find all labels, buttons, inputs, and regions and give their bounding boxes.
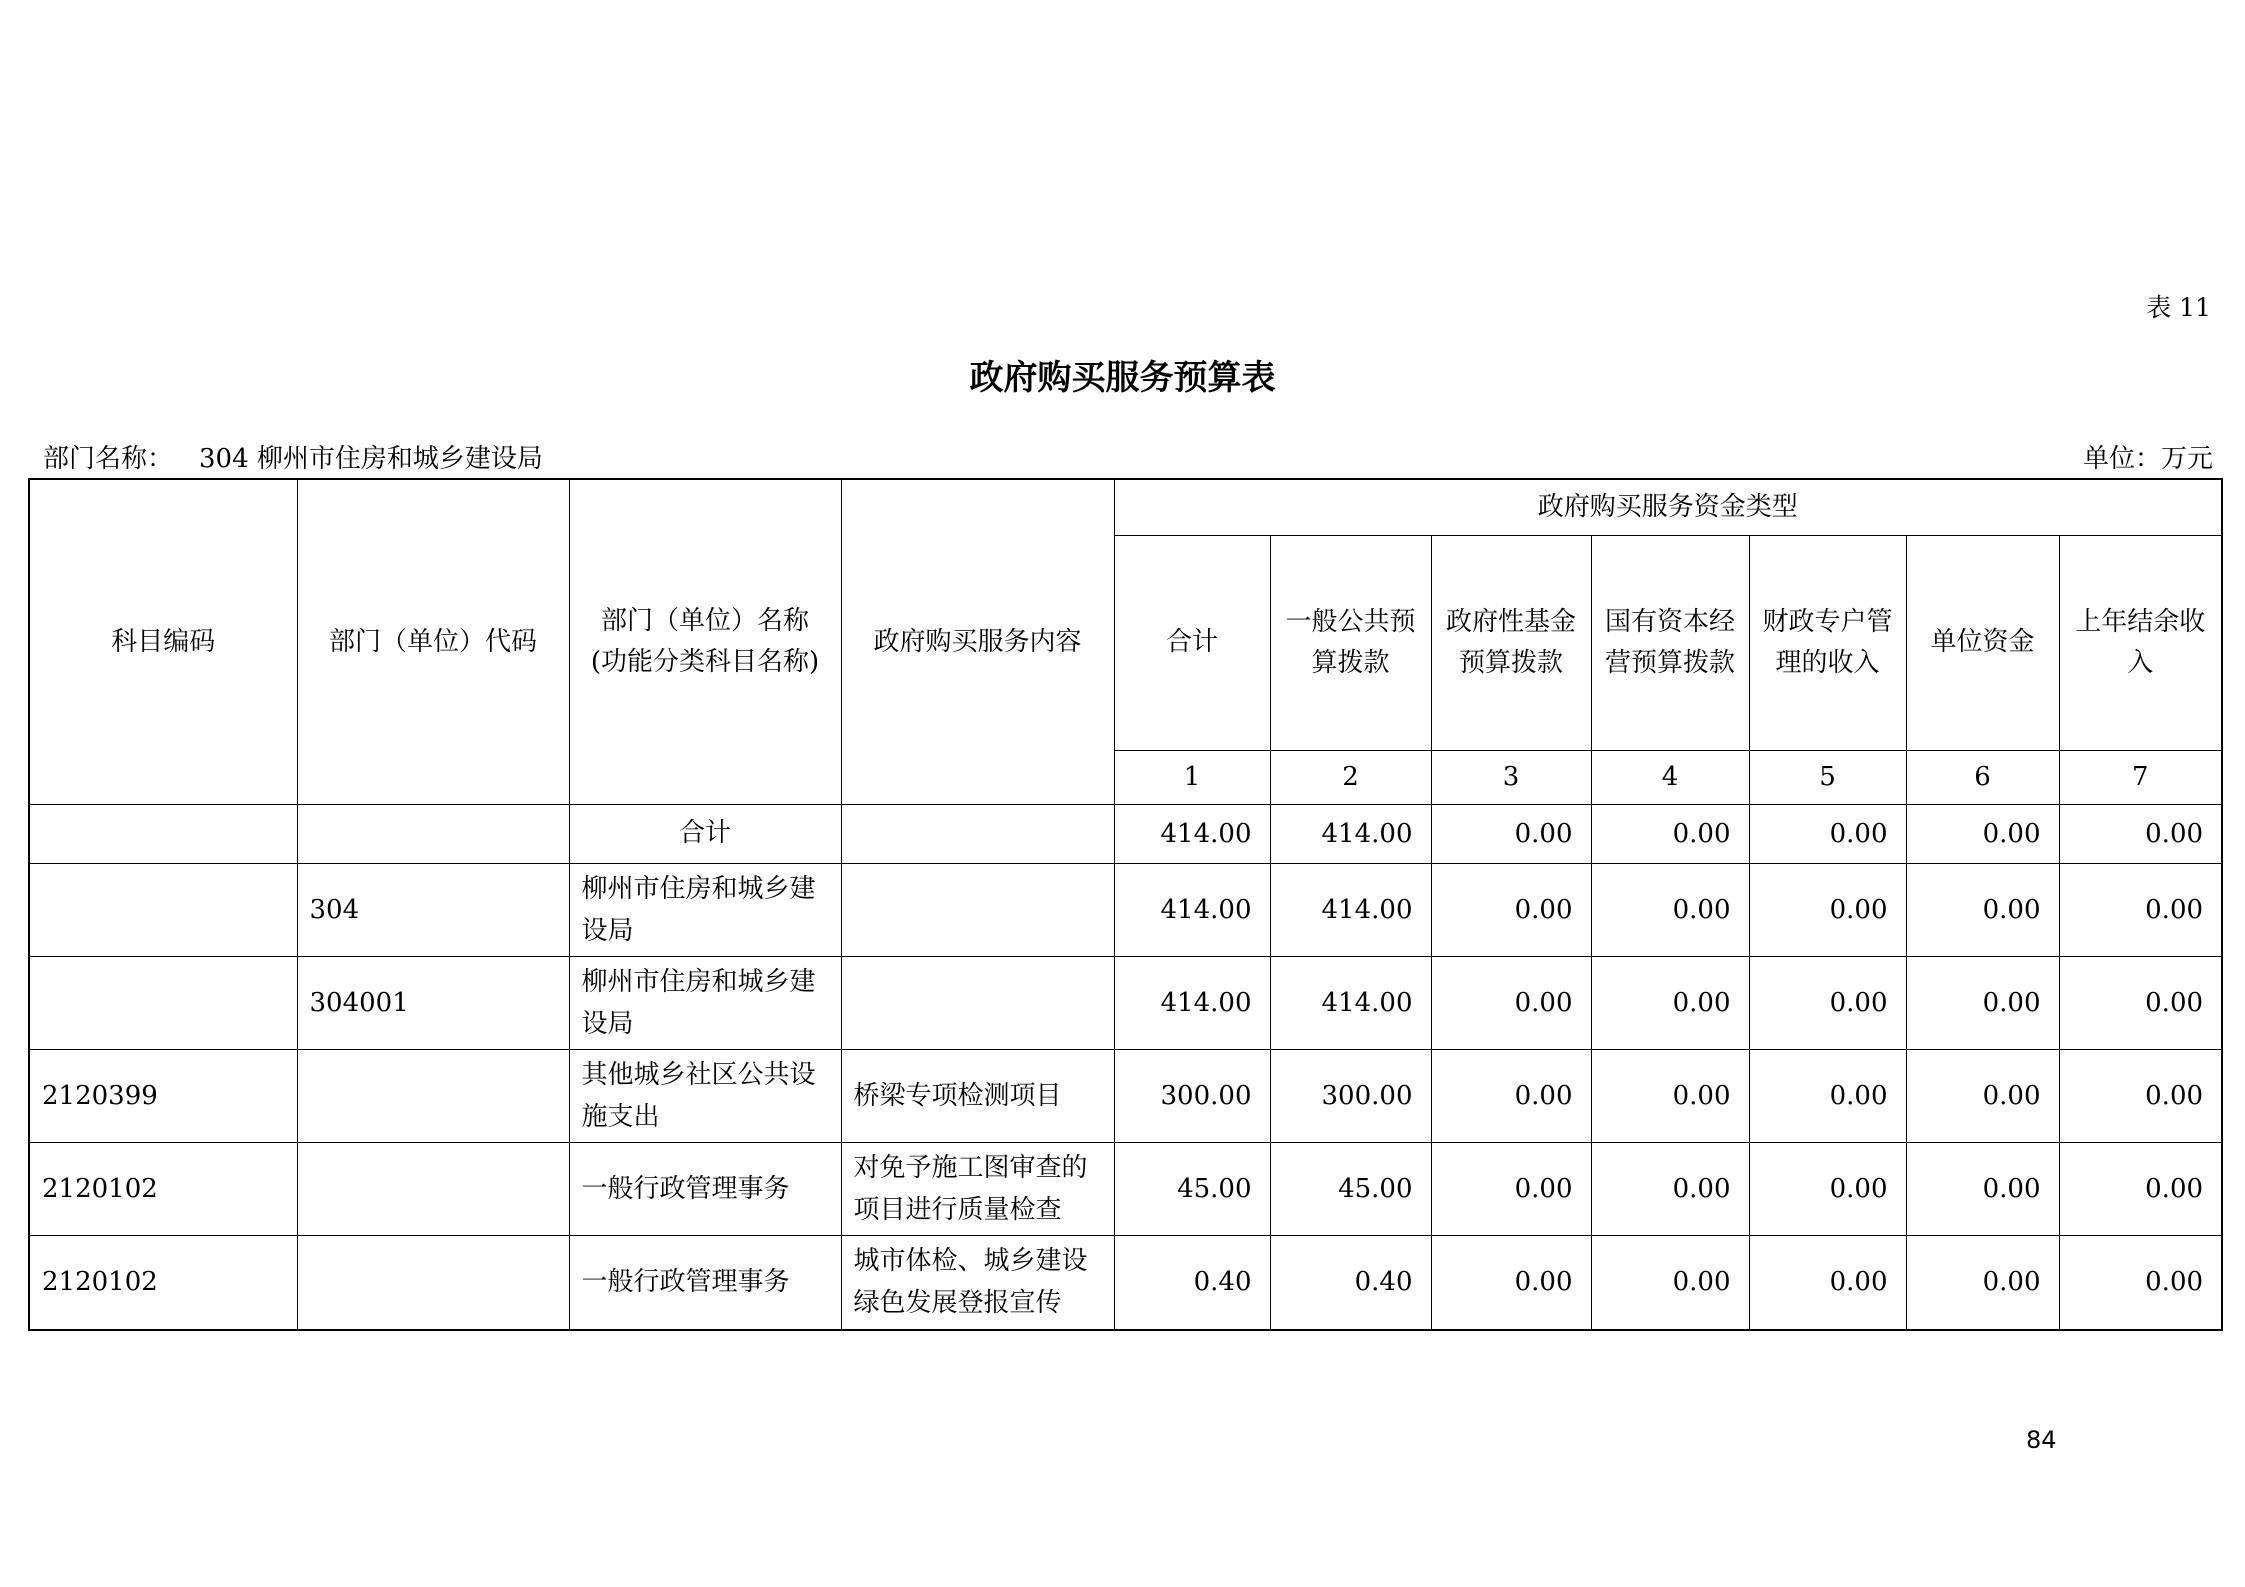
value-cell-unit-funds: 0.00 [1906,1143,2059,1236]
header-dept-name-line2: (功能分类科目名称) [590,646,820,677]
header-dept-code: 部门（单位）代码 [297,479,569,804]
value-cell-unit-funds: 0.00 [1906,804,2059,863]
department-name-line [43,438,543,475]
header-fund-state-capital: 国有资本经营预算拨款 [1591,535,1749,750]
column-number: 3 [1431,750,1591,804]
value-cell-general-public: 0.40 [1270,1236,1431,1330]
subject-code-cell [29,956,297,1049]
page-number: 84 [2026,1426,2057,1454]
table-row [29,1236,2222,1330]
value-cell-fiscal-account: 0.00 [1749,1236,1906,1330]
value-cell-unit-funds: 0.00 [1906,956,2059,1049]
header-fund-type-group: 政府购买服务资金类型 [1114,479,2222,535]
table-row [29,1143,2222,1236]
dept-code-cell [297,1236,569,1330]
value-cell-state-capital: 0.00 [1591,1049,1749,1142]
value-cell-unit-funds: 0.00 [1906,863,2059,956]
header-dept-name-line1: 部门（单位）名称 [600,606,809,637]
column-number: 6 [1906,750,2059,804]
value-cell-fiscal-account: 0.00 [1749,804,1906,863]
value-cell-prior-year-balance: 0.00 [2059,1049,2222,1142]
value-cell-state-capital: 0.00 [1591,804,1749,863]
service-content-cell [841,804,1114,863]
header-fund-fiscal-account: 财政专户管理的收入 [1749,535,1906,750]
service-content-cell [841,956,1114,1049]
header-service-content: 政府购买服务内容 [841,479,1114,804]
dept-code-cell [297,1143,569,1236]
page-title: 政府购买服务预算表 [969,358,1276,398]
value-cell-gov-fund: 0.00 [1431,1049,1591,1142]
value-cell-general-public: 414.00 [1270,804,1431,863]
value-cell-unit-funds: 0.00 [1906,1049,2059,1142]
value-cell-total: 414.00 [1114,863,1270,956]
value-cell-fiscal-account: 0.00 [1749,1049,1906,1142]
value-cell-total: 300.00 [1114,1049,1270,1142]
dept-name-cell: 柳州市住房和城乡建设局 [569,863,841,956]
subject-code-cell: 2120102 [29,1236,297,1330]
value-cell-prior-year-balance: 0.00 [2059,1236,2222,1330]
dept-name-cell: 一般行政管理事务 [569,1143,841,1236]
value-cell-prior-year-balance: 0.00 [2059,804,2222,863]
value-cell-total: 414.00 [1114,804,1270,863]
dept-name-cell: 其他城乡社区公共设施支出 [569,1049,841,1142]
service-content-cell: 桥梁专项检测项目 [841,1049,1114,1142]
header-fund-gov-fund: 政府性基金预算拨款 [1431,535,1591,750]
service-content-cell: 对免予施工图审查的项目进行质量检查 [841,1143,1114,1236]
table-row [29,1049,2222,1142]
value-cell-prior-year-balance: 0.00 [2059,863,2222,956]
value-cell-general-public: 45.00 [1270,1143,1431,1236]
header-fund-general-public: 一般公共预算拨款 [1270,535,1431,750]
value-cell-general-public: 414.00 [1270,863,1431,956]
value-cell-prior-year-balance: 0.00 [2059,1143,2222,1236]
department-name-label: 部门名称： [43,444,174,474]
value-cell-state-capital: 0.00 [1591,1143,1749,1236]
value-cell-fiscal-account: 0.00 [1749,956,1906,1049]
value-cell-gov-fund: 0.00 [1431,956,1591,1049]
value-cell-prior-year-balance: 0.00 [2059,956,2222,1049]
dept-code-cell: 304001 [297,956,569,1049]
value-cell-state-capital: 0.00 [1591,1236,1749,1330]
service-content-cell [841,863,1114,956]
dept-name-cell: 合计 [569,804,841,863]
dept-code-cell [297,1049,569,1142]
value-cell-general-public: 300.00 [1270,1049,1431,1142]
column-number: 2 [1270,750,1431,804]
value-cell-gov-fund: 0.00 [1431,804,1591,863]
column-number: 4 [1591,750,1749,804]
subject-code-cell: 2120102 [29,1143,297,1236]
budget-table [28,478,2223,1331]
dept-name-cell: 柳州市住房和城乡建设局 [569,956,841,1049]
header-fund-unit-funds: 单位资金 [1906,535,2059,750]
column-number: 1 [1114,750,1270,804]
value-cell-total: 414.00 [1114,956,1270,1049]
header-fund-total: 合计 [1114,535,1270,750]
value-cell-gov-fund: 0.00 [1431,863,1591,956]
subject-code-cell [29,863,297,956]
dept-name-cell: 一般行政管理事务 [569,1236,841,1330]
table-row [29,956,2222,1049]
value-cell-gov-fund: 0.00 [1431,1143,1591,1236]
value-cell-fiscal-account: 0.00 [1749,1143,1906,1236]
value-cell-general-public: 414.00 [1270,956,1431,1049]
value-cell-unit-funds: 0.00 [1906,1236,2059,1330]
value-cell-gov-fund: 0.00 [1431,1236,1591,1330]
value-cell-total: 45.00 [1114,1143,1270,1236]
subject-code-cell: 2120399 [29,1049,297,1142]
unit-label: 单位：万元 [2082,444,2213,474]
meta-line [43,438,2213,475]
subject-code-cell [29,804,297,863]
header-group-row [29,479,2222,535]
value-cell-fiscal-account: 0.00 [1749,863,1906,956]
column-number: 5 [1749,750,1906,804]
department-name-value: 304 柳州市住房和城乡建设局 [199,444,543,474]
header-subject-code: 科目编码 [29,479,297,804]
value-cell-state-capital: 0.00 [1591,863,1749,956]
table-row [29,863,2222,956]
dept-code-cell [297,804,569,863]
table-number-tag: 表 11 [2146,293,2211,322]
value-cell-total: 0.40 [1114,1236,1270,1330]
header-dept-name [569,479,841,804]
table-row [29,804,2222,863]
service-content-cell: 城市体检、城乡建设绿色发展登报宣传 [841,1236,1114,1330]
table-body [29,804,2222,1330]
header-fund-prior-year-balance: 上年结余收入 [2059,535,2222,750]
column-number: 7 [2059,750,2222,804]
value-cell-state-capital: 0.00 [1591,956,1749,1049]
dept-code-cell: 304 [297,863,569,956]
